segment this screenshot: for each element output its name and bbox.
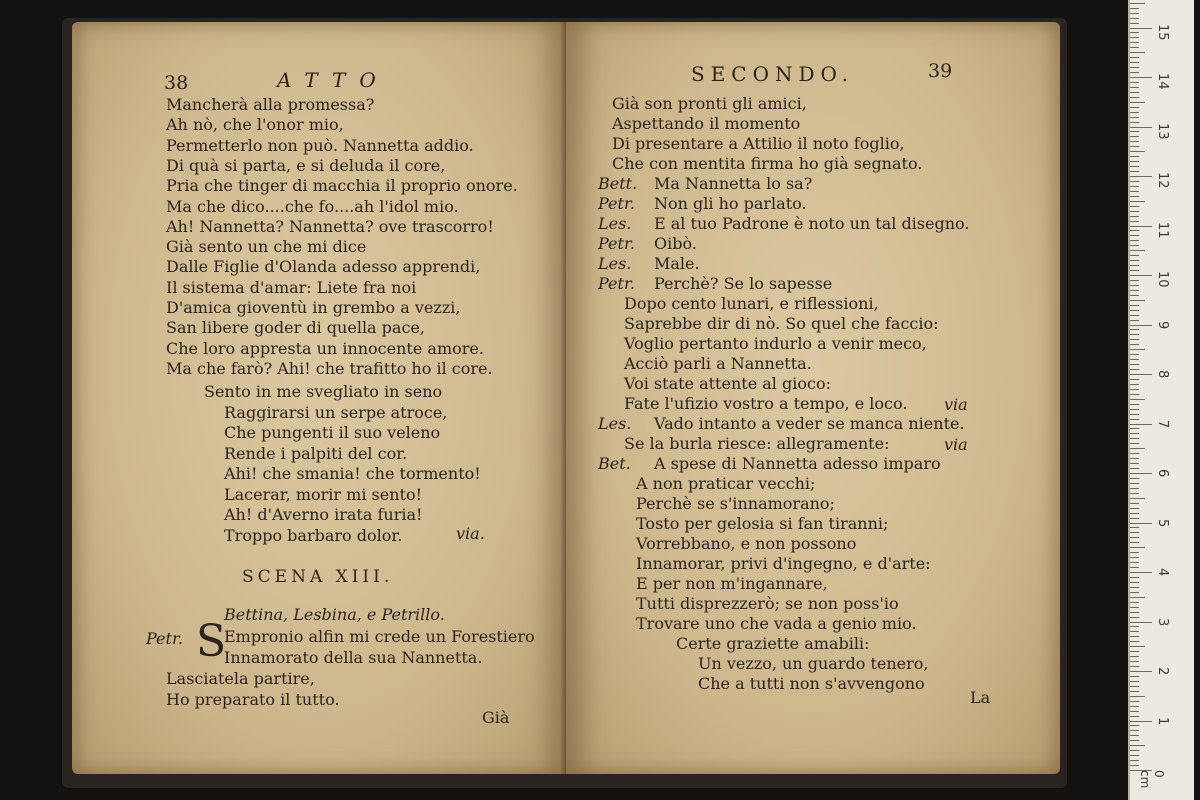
ruler-tick <box>1130 300 1145 301</box>
verse-line: San libere goder di quella pace, <box>166 318 425 338</box>
verse-line: Certe graziette amabili: <box>676 634 870 653</box>
verse-line: Pria che tinger di macchia il proprio onore. <box>166 176 518 196</box>
ruler-tick <box>1130 260 1139 261</box>
ruler-tick <box>1130 760 1139 761</box>
ruler-tick <box>1130 701 1139 702</box>
ruler-number: 3 <box>1155 617 1170 626</box>
ruler-tick <box>1130 483 1139 484</box>
ruler-tick <box>1130 320 1139 321</box>
ruler-tick <box>1130 587 1139 588</box>
ruler-tick <box>1130 221 1139 222</box>
ruler-tick <box>1130 131 1139 132</box>
aria-line: Troppo barbaro dolor. <box>224 525 403 545</box>
stage-direction-exit: via <box>944 395 968 414</box>
ruler-tick <box>1130 468 1139 469</box>
ruler-tick <box>1130 3 1145 4</box>
verse-line: Tosto per gelosia si fan tiranni; <box>636 514 889 533</box>
ruler-tick <box>1130 275 1152 276</box>
ruler-tick <box>1130 681 1139 682</box>
ruler-tick <box>1130 399 1145 400</box>
ruler-tick <box>1130 28 1152 29</box>
ruler-tick <box>1130 176 1152 177</box>
ruler-tick <box>1130 646 1145 647</box>
ruler-tick <box>1130 87 1139 88</box>
ruler-tick <box>1130 127 1152 128</box>
ruler-tick <box>1130 18 1139 19</box>
verse-line: E per non m'ingannare, <box>636 574 828 593</box>
speaker-label: Bett. <box>598 174 638 193</box>
ruler-tick <box>1130 349 1145 350</box>
ruler-tick <box>1130 310 1139 311</box>
ruler-tick <box>1130 725 1139 726</box>
ruler-tick <box>1130 389 1139 390</box>
ruler-tick <box>1130 636 1139 637</box>
ruler-tick <box>1130 285 1139 286</box>
ruler-tick <box>1130 107 1139 108</box>
scene-heading: SCENA XIII. <box>242 567 394 587</box>
ruler-tick <box>1130 112 1139 113</box>
ruler-tick <box>1130 250 1145 251</box>
aria-line: Che pungenti il suo veleno <box>224 423 441 442</box>
ruler-tick <box>1130 661 1139 662</box>
ruler-tick <box>1130 730 1139 731</box>
ruler-tick <box>1130 67 1139 68</box>
ruler-tick <box>1130 364 1139 365</box>
ruler-number: 4 <box>1155 568 1170 577</box>
ruler-tick <box>1130 82 1139 83</box>
ruler-tick <box>1130 394 1139 395</box>
ruler-tick <box>1130 537 1139 538</box>
ruler-tick <box>1130 136 1139 137</box>
ruler-tick <box>1130 334 1139 335</box>
ruler-tick <box>1130 23 1139 24</box>
ruler-tick <box>1130 755 1139 756</box>
ruler-tick <box>1130 478 1139 479</box>
speaker-label: Les. <box>598 414 632 433</box>
left-page-number: 38 <box>164 72 189 94</box>
ruler-number: 15 <box>1155 23 1170 41</box>
ruler-tick <box>1130 280 1139 281</box>
ruler-tick <box>1130 498 1145 499</box>
ruler-tick <box>1130 428 1139 429</box>
ruler-number: 9 <box>1155 320 1170 329</box>
ruler-tick <box>1130 523 1152 524</box>
ruler-tick <box>1130 191 1139 192</box>
ruler-tick <box>1130 181 1139 182</box>
verse-line: Già sento un che mi dice <box>166 237 367 257</box>
verse-line: Ho preparato il tutto. <box>166 690 340 709</box>
verse-line: Di quà si parta, e si deluda il core, <box>166 155 446 175</box>
ruler-tick <box>1130 339 1139 340</box>
aria-line: Rende i palpiti del cor. <box>224 443 408 463</box>
ruler-tick <box>1130 166 1139 167</box>
left-page <box>72 22 566 774</box>
ruler-tick <box>1130 230 1139 231</box>
ruler-tick <box>1130 102 1145 103</box>
verse-line: Vorrebbano, e non possono <box>636 534 857 553</box>
verse-line: Perchè? Se lo sapesse <box>654 274 833 293</box>
ruler-tick <box>1130 721 1152 722</box>
speaker-label: Petr. <box>598 234 635 253</box>
aria-line: Ah! d'Averno irata furia! <box>224 505 423 524</box>
ruler-tick <box>1130 607 1139 608</box>
measuring-ruler <box>1128 0 1194 800</box>
ruler-tick <box>1130 295 1139 296</box>
ruler-tick <box>1130 740 1139 741</box>
ruler-tick <box>1130 626 1139 627</box>
ruler-number: 5 <box>1155 518 1170 527</box>
stage-direction-exit: via <box>944 435 968 454</box>
ruler-tick <box>1130 438 1139 439</box>
ruler-tick <box>1130 706 1139 707</box>
ruler-tick <box>1130 562 1139 563</box>
ruler-number: 13 <box>1155 122 1170 140</box>
dramatis-personae: Bettina, Lesbina, e Petrillo. <box>224 605 445 624</box>
ruler-tick <box>1130 384 1139 385</box>
ruler-tick <box>1130 745 1145 746</box>
ruler-tick <box>1130 592 1139 593</box>
ruler-tick <box>1130 557 1139 558</box>
ruler-tick <box>1130 255 1139 256</box>
ruler-tick <box>1130 453 1139 454</box>
ruler-tick <box>1130 72 1139 73</box>
verse-line: Un vezzo, un guardo tenero, <box>698 654 929 673</box>
ruler-number: 6 <box>1155 469 1170 478</box>
ruler-tick <box>1130 216 1139 217</box>
ruler-tick <box>1130 419 1139 420</box>
ruler-tick <box>1130 409 1139 410</box>
verse-line: D'amica gioventù in grembo a vezzi, <box>166 298 461 317</box>
ruler-tick <box>1130 433 1139 434</box>
ruler-number: 11 <box>1155 221 1170 239</box>
ruler-unit-label: 0 cm <box>1138 770 1166 789</box>
speaker-label: Les. <box>598 254 632 273</box>
ruler-tick <box>1130 141 1139 142</box>
ruler-tick <box>1130 270 1139 271</box>
left-running-head: ATTO <box>277 68 390 92</box>
ruler-tick <box>1130 691 1139 692</box>
verse-line: Voglio pertanto indurlo a venir meco, <box>624 334 927 353</box>
ruler-number: 1 <box>1155 716 1170 725</box>
ruler-tick <box>1130 13 1139 14</box>
ruler-tick <box>1130 329 1139 330</box>
ruler-tick <box>1130 597 1145 598</box>
ruler-tick <box>1130 117 1139 118</box>
speaker-label: Petr. <box>598 274 635 293</box>
aria-line: Sento in me svegliato in seno <box>204 382 443 401</box>
ruler-tick <box>1130 527 1139 528</box>
ruler-tick <box>1130 458 1139 459</box>
drop-cap-letter: S <box>196 616 227 667</box>
ruler-tick <box>1130 488 1139 489</box>
ruler-tick <box>1130 57 1139 58</box>
verse-line: E al tuo Padrone è noto un tal disegno. <box>654 214 970 233</box>
ruler-tick <box>1130 146 1139 147</box>
verse-line: A non praticar vecchi; <box>636 474 816 493</box>
speaker-label: Les. <box>598 214 632 233</box>
ruler-tick <box>1130 92 1139 93</box>
ruler-tick <box>1130 552 1139 553</box>
ruler-tick <box>1130 612 1139 613</box>
ruler-tick <box>1130 265 1139 266</box>
ruler-tick <box>1130 359 1139 360</box>
verse-line: Male. <box>654 254 700 273</box>
speech-speaker-label: Petr. <box>146 629 183 648</box>
speaker-label: Bet. <box>598 454 631 473</box>
ruler-tick <box>1130 602 1139 603</box>
aria-line: Lacerar, morir mi sento! <box>224 484 422 504</box>
ruler-tick <box>1130 404 1139 405</box>
speech-line: Empronio alfin mi crede un Forestiero <box>224 627 535 646</box>
verse-line: Voi state attente al gioco: <box>624 374 831 393</box>
ruler-tick <box>1130 305 1139 306</box>
ruler-number: 7 <box>1155 419 1170 428</box>
ruler-tick <box>1130 750 1139 751</box>
ruler-tick <box>1130 765 1139 766</box>
verse-line: Acciò parli a Nannetta. <box>624 354 812 373</box>
verse-line: Dopo cento lunari, e riflessioni, <box>624 294 879 313</box>
ruler-tick <box>1130 443 1139 444</box>
ruler-tick <box>1130 503 1139 504</box>
ruler-tick <box>1130 641 1139 642</box>
ruler-tick <box>1130 161 1139 162</box>
ruler-tick <box>1130 577 1139 578</box>
verse-line: Che loro appresta un innocente amore. <box>166 338 484 358</box>
verse-line: Ah nò, che l'onor mio, <box>166 115 344 135</box>
verse-line: Lasciatela partire, <box>166 669 315 688</box>
ruler-tick <box>1130 473 1152 474</box>
ruler-tick <box>1130 671 1152 672</box>
ruler-tick <box>1130 52 1145 53</box>
ruler-tick <box>1130 567 1139 568</box>
right-running-head: SECONDO. <box>691 62 855 86</box>
verse-line: Che con mentita firma ho già segnato. <box>612 154 923 173</box>
ruler-tick <box>1130 518 1139 519</box>
verse-line: Mancherà alla promessa? <box>166 95 375 114</box>
verse-line: Ma che farò? Ahi! che trafitto ho il core. <box>166 358 493 378</box>
left-stage-direction-exit: via. <box>456 524 485 543</box>
ruler-tick <box>1130 354 1139 355</box>
speaker-label: Petr. <box>598 194 635 213</box>
ruler-tick <box>1130 290 1139 291</box>
ruler-tick <box>1130 226 1152 227</box>
ruler-number: 10 <box>1155 271 1170 288</box>
ruler-tick <box>1130 542 1139 543</box>
ruler-number: 8 <box>1155 370 1170 379</box>
verse-line: Tutti disprezzerò; se non poss'io <box>636 594 899 613</box>
ruler-tick <box>1130 547 1145 548</box>
verse-line: Permetterlo non può. Nannetta addio. <box>166 135 474 155</box>
verse-line: Se la burla riesce: allegramente: <box>624 434 890 453</box>
ruler-tick <box>1130 201 1145 202</box>
ruler-tick <box>1130 156 1139 157</box>
speech-line: Innamorato della sua Nannetta. <box>224 648 483 667</box>
ruler-tick <box>1130 325 1152 326</box>
ruler-tick <box>1130 240 1139 241</box>
ruler-tick <box>1130 186 1139 187</box>
ruler-tick <box>1130 463 1139 464</box>
ruler-tick <box>1130 379 1139 380</box>
ruler-tick <box>1130 211 1139 212</box>
right-catchword: La <box>970 688 991 707</box>
verse-line: Fate l'ufizio vostro a tempo, e loco. <box>624 394 908 413</box>
verse-line: Che a tutti non s'avvengono <box>698 674 925 693</box>
ruler-tick <box>1130 424 1152 425</box>
right-page <box>566 22 1060 774</box>
ruler-tick <box>1130 716 1139 717</box>
verse-line: Trovare uno che vada a genio mio. <box>636 614 917 633</box>
ruler-tick <box>1130 369 1139 370</box>
verse-line: Ma che dico....che fo....ah l'idol mio. <box>166 196 459 216</box>
ruler-tick <box>1130 62 1139 63</box>
ruler-tick <box>1130 47 1139 48</box>
ruler-tick <box>1130 686 1139 687</box>
ruler-tick <box>1130 513 1139 514</box>
aria-line: Ahi! che smania! che tormento! <box>224 464 481 483</box>
ruler-tick <box>1130 493 1139 494</box>
ruler-tick <box>1130 344 1139 345</box>
verse-line: Di presentare a Attilio il noto foglio, <box>612 134 905 153</box>
ruler-tick <box>1130 37 1139 38</box>
ruler-tick <box>1130 32 1139 33</box>
ruler-tick <box>1130 42 1139 43</box>
aria-line: Raggirarsi un serpe atroce, <box>224 402 448 422</box>
ruler-tick <box>1130 374 1152 375</box>
ruler-tick <box>1130 617 1139 618</box>
ruler-tick <box>1130 631 1139 632</box>
ruler-tick <box>1130 508 1139 509</box>
right-page-number: 39 <box>928 60 953 82</box>
ruler-tick <box>1130 651 1139 652</box>
verse-line: Non gli ho parlato. <box>654 194 807 213</box>
ruler-tick <box>1130 572 1152 573</box>
ruler-tick <box>1130 448 1145 449</box>
ruler-tick <box>1130 8 1139 9</box>
verse-line: Ah! Nannetta? Nannetta? ove trascorro! <box>166 216 494 236</box>
verse-line: Vado intanto a veder se manca niente. <box>654 414 965 433</box>
verse-line: Aspettando il momento <box>612 114 801 133</box>
ruler-tick <box>1130 656 1139 657</box>
ruler-tick <box>1130 97 1139 98</box>
verse-line: Perchè se s'innamorano; <box>636 494 835 513</box>
ruler-tick <box>1130 696 1145 697</box>
ruler-tick <box>1130 622 1152 623</box>
ruler-tick <box>1130 532 1139 533</box>
ruler-tick <box>1130 206 1139 207</box>
ruler-tick <box>1130 245 1139 246</box>
ruler-tick <box>1130 122 1139 123</box>
verse-line: Saprebbe dir di nò. So quel che faccio: <box>624 314 939 333</box>
ruler-tick <box>1130 151 1145 152</box>
verse-line: Ma Nannetta lo sa? <box>654 174 813 193</box>
ruler-tick <box>1130 77 1152 78</box>
ruler-tick <box>1130 171 1139 172</box>
verse-line: Già son pronti gli amici, <box>612 94 807 113</box>
verse-line: Oibò. <box>654 234 697 253</box>
ruler-tick <box>1130 735 1139 736</box>
left-catchword: Già <box>482 708 510 727</box>
verse-line: Innamorar, privi d'ingegno, e d'arte: <box>636 554 931 573</box>
ruler-tick <box>1130 315 1139 316</box>
ruler-tick <box>1130 666 1139 667</box>
verse-line: Il sistema d'amar: Liete fra noi <box>166 277 417 297</box>
ruler-tick <box>1130 196 1139 197</box>
ruler-tick <box>1130 414 1139 415</box>
ruler-number: 12 <box>1155 172 1170 189</box>
verse-line: A spese di Nannetta adesso imparo <box>654 454 941 473</box>
ruler-tick <box>1130 582 1139 583</box>
verse-line: Dalle Figlie d'Olanda adesso apprendi, <box>166 257 481 277</box>
ruler-number: 2 <box>1155 667 1170 676</box>
ruler-tick <box>1130 676 1139 677</box>
ruler-number: 14 <box>1155 73 1170 90</box>
ruler-tick <box>1130 235 1139 236</box>
ruler-tick <box>1130 711 1139 712</box>
